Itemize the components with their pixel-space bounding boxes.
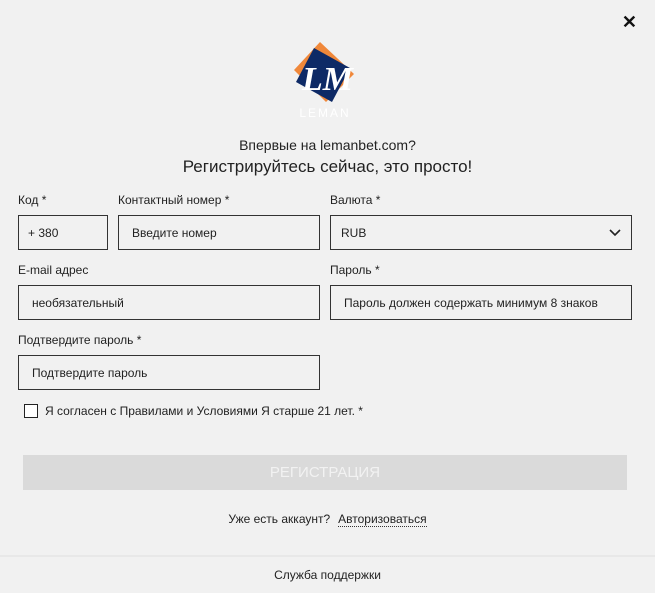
register-button[interactable]: РЕГИСТРАЦИЯ <box>23 455 627 490</box>
currency-value: RUB <box>341 225 367 240</box>
welcome-text: Впервые на lemanbet.com? <box>239 137 416 153</box>
email-label: E-mail адрес <box>18 263 89 277</box>
currency-label: Валюта * <box>330 193 381 207</box>
code-label: Код * <box>18 193 47 207</box>
phone-input[interactable]: Введите номер <box>118 215 320 250</box>
login-link[interactable]: Авторизоваться <box>338 512 427 526</box>
leman-logo <box>292 42 358 120</box>
page-title: Регистрируйтесь сейчас, это просто! <box>182 157 473 176</box>
password-label: Пароль * <box>330 263 380 277</box>
confirm-password-label: Подтвердите пароль * <box>18 333 142 347</box>
phone-label: Контактный номер * <box>118 193 230 207</box>
currency-select[interactable] <box>330 215 632 250</box>
footer <box>0 555 655 593</box>
agree-checkbox[interactable] <box>24 404 38 418</box>
chevron-down-icon <box>609 229 621 237</box>
email-input[interactable]: необязательный <box>18 285 320 320</box>
login-prompt <box>0 512 655 526</box>
login-question: Уже есть аккаунт? <box>228 512 331 526</box>
close-icon[interactable]: ✕ <box>621 12 637 32</box>
password-input[interactable]: Пароль должен содержать минимум 8 знаков <box>330 285 632 320</box>
country-code-input[interactable]: + 380 <box>18 215 108 250</box>
svg-text:LM: LM <box>302 61 353 98</box>
confirm-password-input[interactable]: Подтвердите пароль <box>18 355 320 390</box>
agree-label: Я согласен с Правилами и Условиями Я старше 21 лет. * <box>45 404 363 418</box>
svg-text:LEMAN: LEMAN <box>299 106 351 120</box>
support-link[interactable]: Служба поддержки <box>274 568 381 582</box>
